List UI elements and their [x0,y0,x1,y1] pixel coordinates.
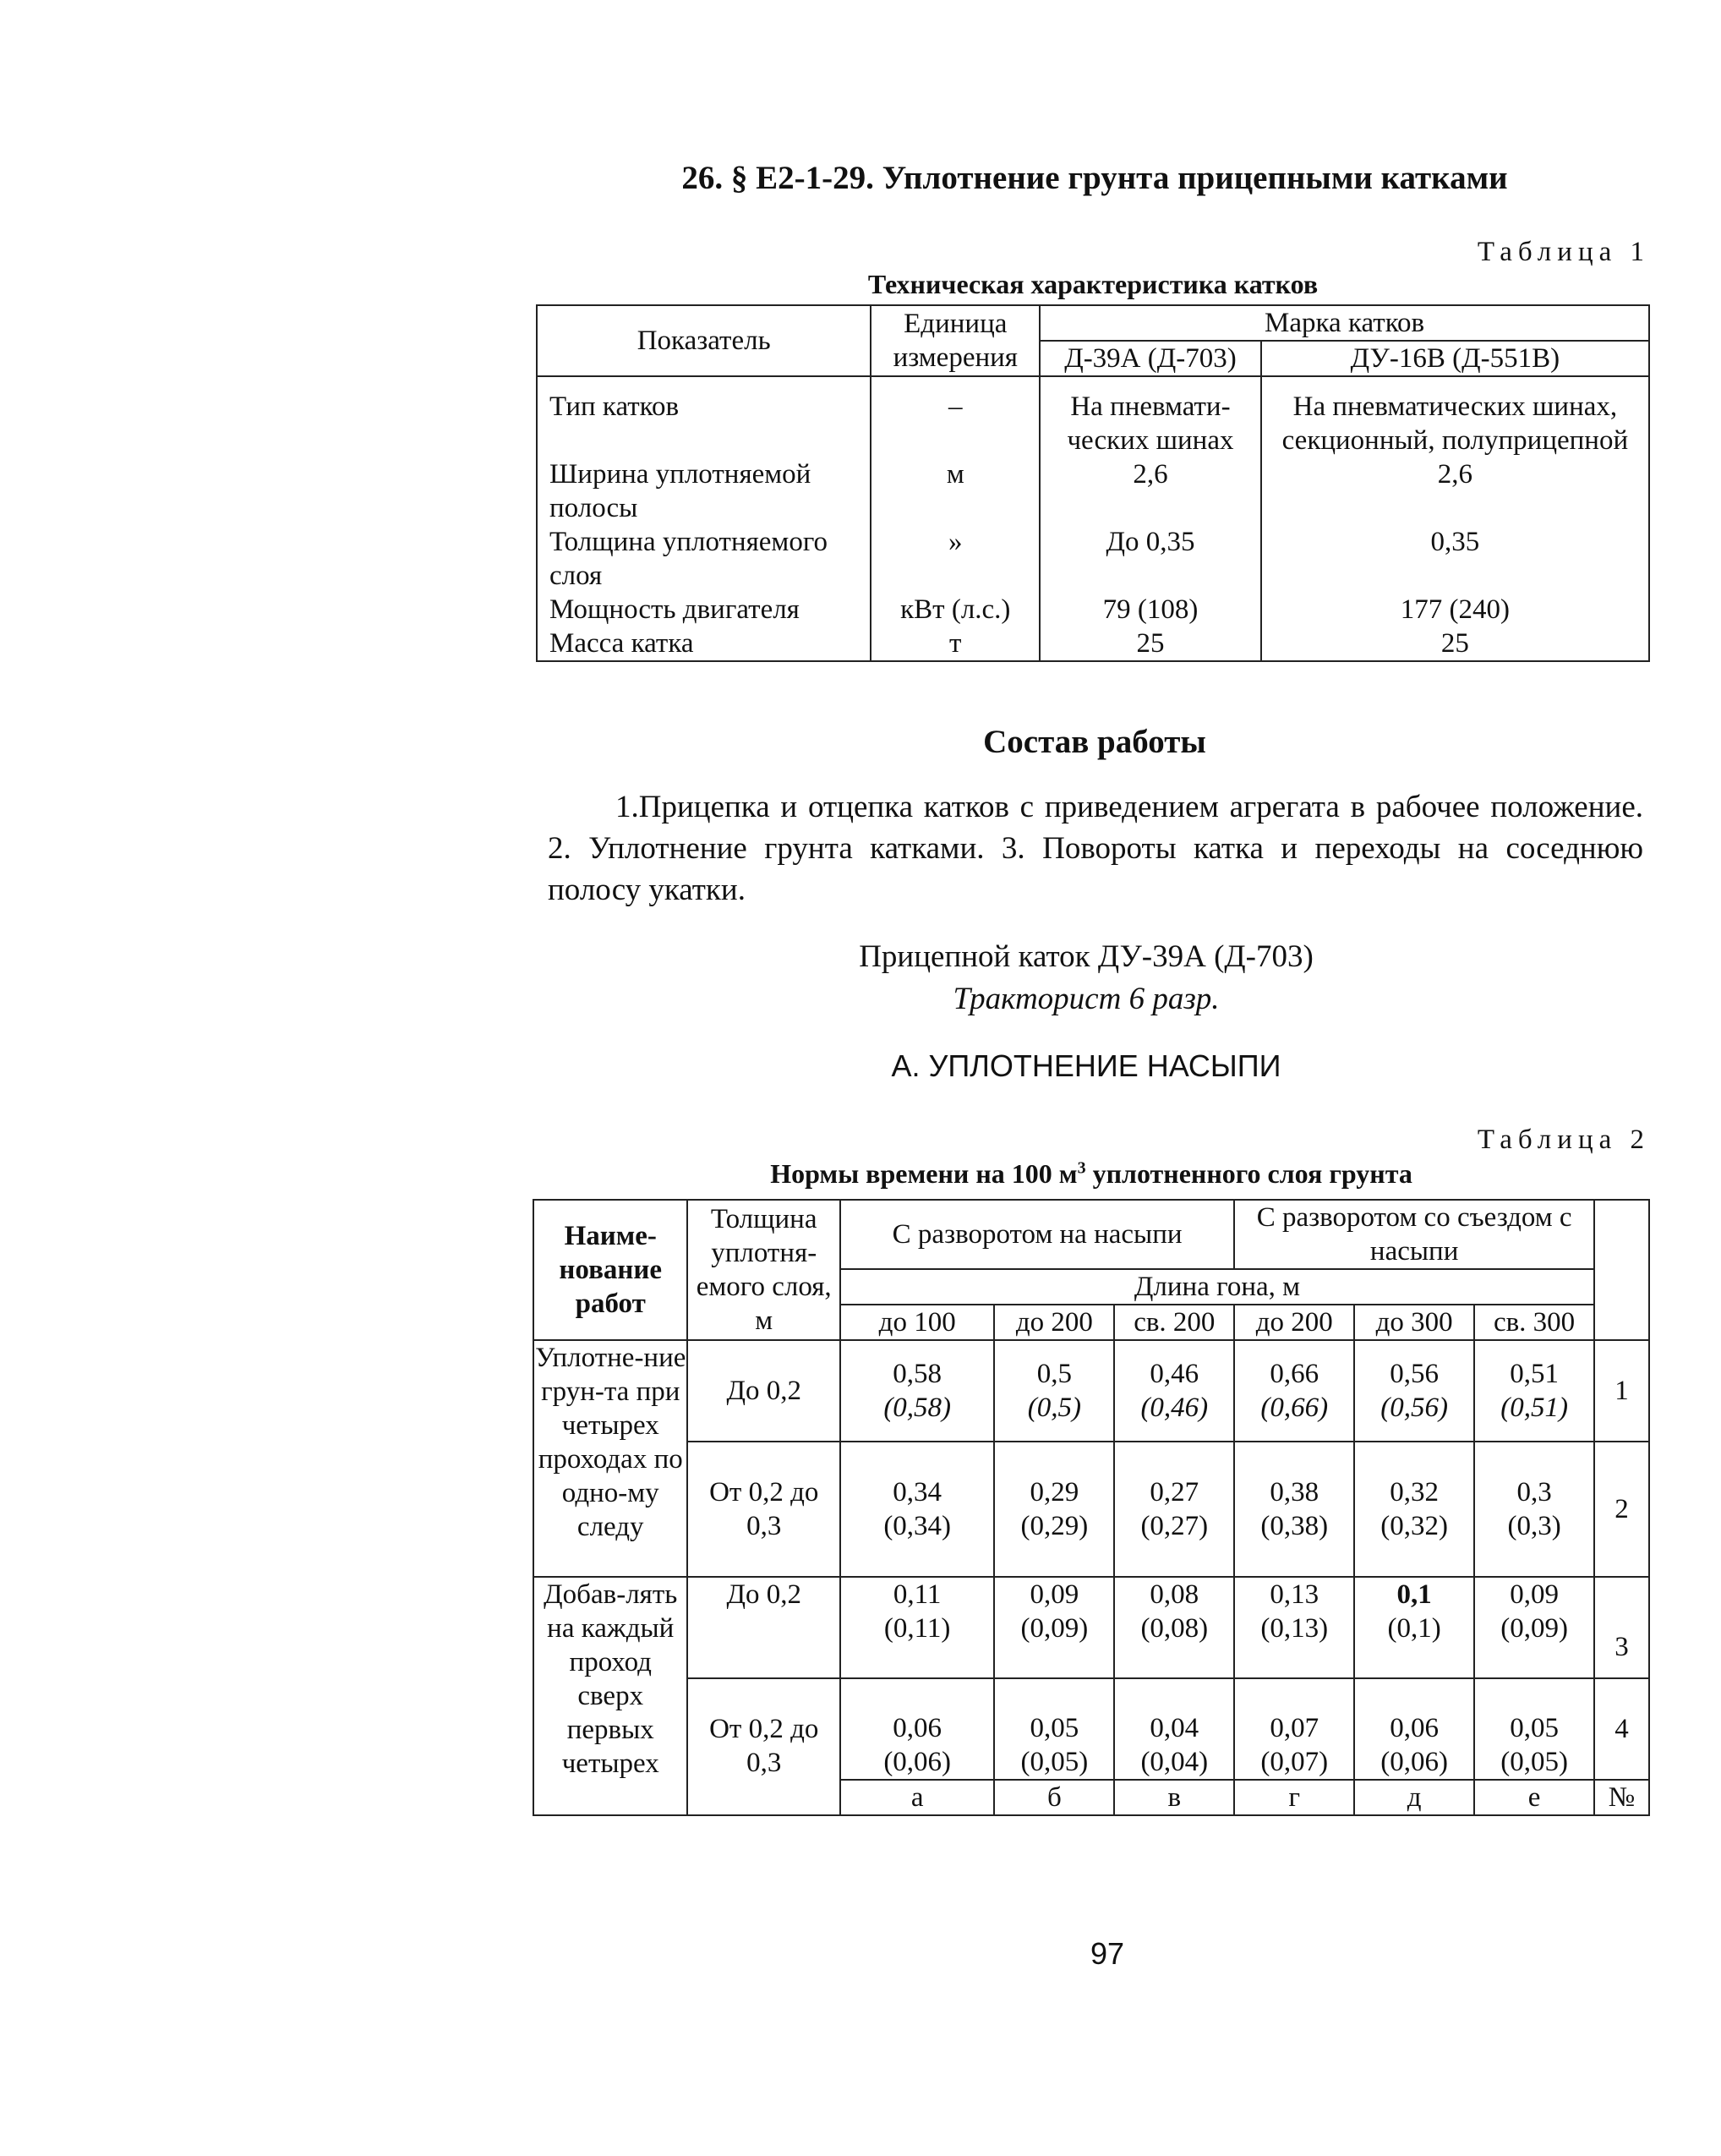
table2-thickness: От 0,2 до 0,3 [687,1678,839,1780]
table2-col-header: до 200 [1234,1305,1354,1340]
cell-value: 0,51 [1510,1359,1559,1389]
table2-col-header: до 100 [840,1305,994,1340]
table2-header-length: Длина гона, м [840,1269,1594,1305]
cell-paren: (0,58) [883,1393,952,1423]
table1-row-unit: кВт (л.с.) [871,593,1040,627]
cell-value: 0,11 [893,1579,942,1610]
table2-cell [994,1442,1114,1577]
cell-paren: (0,06) [883,1747,952,1777]
table2-label: Таблица 2 [1477,1125,1650,1155]
table1-row-value2: На пневматических шинах, секционный, полуприцепной [1261,390,1649,457]
table2-cell [840,1577,994,1678]
cell-value: 0,32 [1390,1477,1440,1508]
table2-cell [994,1340,1114,1442]
table2-col-header: св. 200 [1114,1305,1234,1340]
table2 [533,1199,1650,1816]
cell-value: 0,66 [1270,1359,1319,1389]
table2-cell [840,1340,994,1442]
cell-paren: (0,66) [1260,1393,1329,1423]
table1-row-name: Ширина уплотняемой полосы [537,457,871,525]
table2-row-number: 3 [1594,1577,1649,1678]
table2-col-letter: е [1474,1780,1594,1815]
page-number: 97 [1090,1936,1125,1971]
cell-value: 0,38 [1270,1477,1319,1508]
table1-label: Таблица 1 [1477,237,1650,267]
table2-group-name: Добав-лять на каждый проход сверх первых четырех [533,1577,687,1815]
table1-row-unit: – [871,390,1040,457]
table1-row-value2: 0,35 [1261,525,1649,593]
cell-paren: (0,04) [1140,1747,1209,1777]
table1-row-name: Толщина уплотняемого слоя [537,525,871,593]
cell-value: 0,05 [1030,1713,1079,1743]
table2-cell [1354,1678,1474,1780]
cell-paren: (0,06) [1380,1747,1449,1777]
table2-cell [1474,1577,1594,1678]
cell-paren: (0,56) [1380,1393,1449,1423]
table2-header-group2: С разворотом со съездом с насыпи [1234,1200,1594,1269]
table2-cell [1114,1442,1234,1577]
table1-header-indicator: Показатель [537,305,871,376]
table1-row-value1: 25 [1040,627,1261,661]
cell-value: 0,5 [1036,1359,1072,1389]
table2-caption [533,1158,1650,1190]
table1-row-unit: м [871,457,1040,525]
table2-header-group1: С разворотом на насыпи [840,1200,1234,1269]
table1-row-value1: До 0,35 [1040,525,1261,593]
table1-row-unit: » [871,525,1040,593]
crew-name: Тракторист 6 разр. [953,982,1220,1016]
cell-value: 0,29 [1030,1477,1079,1508]
table2-cell [1234,1442,1354,1577]
table2-thickness: От 0,2 до 0,3 [687,1442,839,1577]
table2-cell [994,1678,1114,1780]
cell-paren: (0,09) [1500,1613,1568,1644]
table2-group-name: Уплотне-ние грун-та при четырех проходах по одно-му следу [533,1340,687,1577]
table1-row-unit: т [871,627,1040,661]
table2-col-header: до 200 [994,1305,1114,1340]
cell-paren: (0,09) [1020,1613,1089,1644]
machine-name: Прицепной каток ДУ-39А (Д-703) [859,939,1314,974]
table2-cell [1234,1678,1354,1780]
table2-thickness: До 0,2 [687,1340,839,1442]
cell-paren: (0,11) [883,1613,951,1644]
cell-value: 0,56 [1390,1359,1440,1389]
table1-row-value2: 177 (240) [1261,593,1649,627]
cell-value: 0,09 [1030,1579,1079,1610]
cell-paren: (0,34) [883,1511,952,1541]
table2-cell [1114,1340,1234,1442]
cell-paren: (0,51) [1500,1393,1568,1423]
cell-paren: (0,46) [1140,1393,1209,1423]
table2-cell [1114,1678,1234,1780]
cell-paren: (0,08) [1140,1613,1209,1644]
table2-cell [1354,1442,1474,1577]
cell-value: 0,34 [893,1477,942,1508]
cell-value: 0,3 [1516,1477,1552,1508]
table2-cell [1474,1442,1594,1577]
table2-col-letter: в [1114,1780,1234,1815]
table2-caption-sup: 3 [1077,1158,1086,1178]
table2-row-number: 1 [1594,1340,1649,1442]
cell-value: 0,46 [1150,1359,1199,1389]
cell-paren: (0,5) [1027,1393,1081,1423]
cell-paren: (0,13) [1260,1613,1329,1644]
cell-value: 0,06 [1390,1713,1440,1743]
table2-thickness: До 0,2 [687,1577,839,1678]
section-subtitle: А. УПЛОТНЕНИЕ НАСЫПИ [891,1048,1281,1083]
table1-row-name: Мощность двигателя [537,593,871,627]
table2-col-header: до 300 [1354,1305,1474,1340]
table1-row-value1: На пневмати-ческих шинах [1040,390,1261,457]
table2-cell [1114,1577,1234,1678]
table2-col-header: св. 300 [1474,1305,1594,1340]
table2-cell [1474,1340,1594,1442]
table1-row-name: Тип катков [537,390,871,457]
table2-cell [1474,1678,1594,1780]
cell-value: 0,13 [1270,1579,1319,1610]
table1-row-value2: 25 [1261,627,1649,661]
cell-value: 0,58 [893,1359,942,1389]
table2-col-letter: г [1234,1780,1354,1815]
cell-value: 0,09 [1510,1579,1559,1610]
cell-value: 0,27 [1150,1477,1199,1508]
table2-cell [1354,1577,1474,1678]
table2-cell [994,1577,1114,1678]
cell-value: 0,06 [893,1713,942,1743]
table2-num-label: № [1594,1780,1649,1815]
table1-header-unit: Единица измерения [871,305,1040,376]
table2-cell [1234,1340,1354,1442]
cell-paren: (0,1) [1387,1613,1441,1644]
table1-row-name: Масса катка [537,627,871,661]
table1-row-value1: 79 (108) [1040,593,1261,627]
table1-header-brand1: Д-39А (Д-703) [1040,341,1261,376]
table1 [536,304,1650,662]
cell-paren: (0,05) [1020,1747,1089,1777]
table2-header-name: Наиме-нование работ [533,1200,687,1340]
cell-value: 0,07 [1270,1713,1319,1743]
table2-cell [840,1678,994,1780]
table2-cell [1354,1340,1474,1442]
table2-header-thickness: Толщина уплотня-емого слоя, м [687,1200,839,1340]
table1-header-brand: Марка катков [1040,305,1649,341]
cell-paren: (0,29) [1020,1511,1089,1541]
cell-value: 0,04 [1150,1713,1199,1743]
work-text: 1.Прицепка и отцепка катков с приведением агрегата в рабочее положение. 2. Уплотнение грунта катками. 3. Повороты катка и переходы на соседнюю полосу укатки. [548,790,1643,907]
table1-caption: Техническая характеристика катков [867,269,1319,299]
cell-paren: (0,27) [1140,1511,1209,1541]
table1-header-brand2: ДУ-16В (Д-551В) [1261,341,1649,376]
table2-caption-suffix: уплотненного слоя грунта [1085,1158,1412,1189]
table1-row-value2: 2,6 [1261,457,1649,525]
table2-col-letter: б [994,1780,1114,1815]
cell-value: 0,1 [1396,1579,1432,1610]
cell-paren: (0,38) [1260,1511,1329,1541]
cell-value: 0,08 [1150,1579,1199,1610]
cell-paren: (0,32) [1380,1511,1449,1541]
table2-caption-prefix: Нормы времени на 100 м [770,1158,1078,1189]
table1-row-value1: 2,6 [1040,457,1261,525]
cell-paren: (0,07) [1260,1747,1329,1777]
cell-paren: (0,3) [1507,1511,1561,1541]
work-heading: Состав работы [983,724,1206,760]
table2-cell [840,1442,994,1577]
table2-col-letter: д [1354,1780,1474,1815]
table2-col-letter: а [840,1780,994,1815]
table2-row-number: 2 [1594,1442,1649,1577]
cell-paren: (0,05) [1500,1747,1568,1777]
table2-row-number: 4 [1594,1678,1649,1780]
section-title: 26. § Е2-1-29. Уплотнение грунта прицепными катками [681,160,1508,196]
table2-cell [1234,1577,1354,1678]
cell-value: 0,05 [1510,1713,1559,1743]
